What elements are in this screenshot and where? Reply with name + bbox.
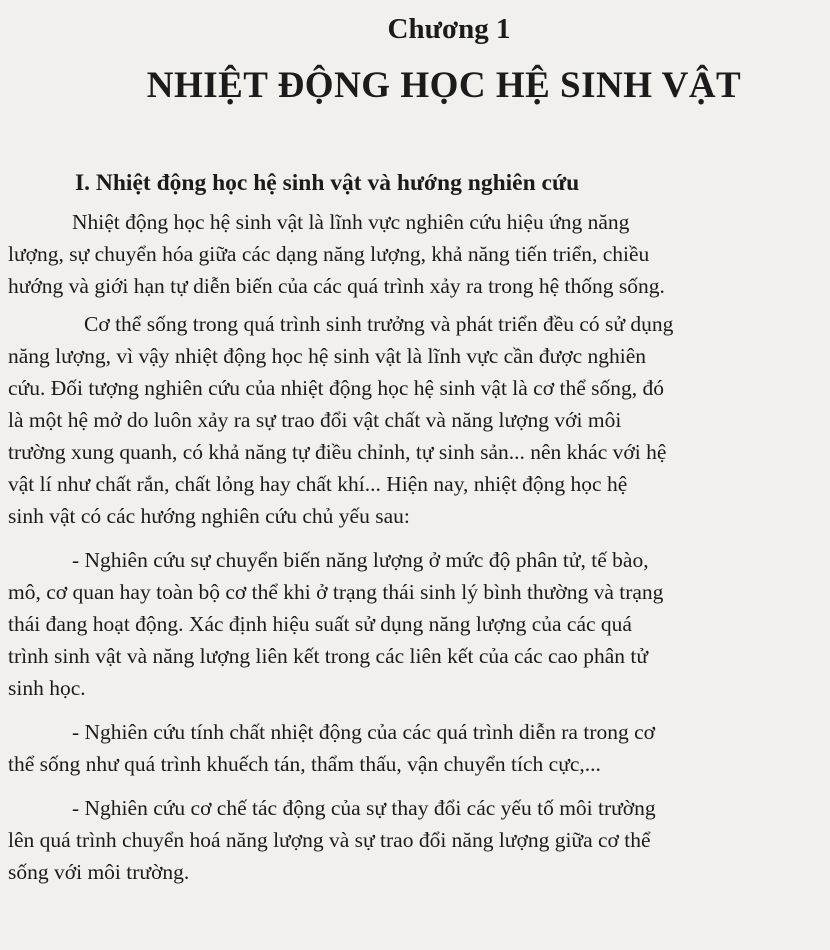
paragraph-line: sinh học.	[8, 676, 86, 700]
paragraph-2	[8, 308, 808, 532]
paragraph-line: trình sinh vật và năng lượng liên kết trong các liên kết của các cao phân tử	[8, 644, 649, 668]
paragraph-line: Nhiệt động học hệ sinh vật là lĩnh vực nghiên cứu hiệu ứng năng	[72, 210, 630, 234]
paragraph-3	[8, 544, 808, 704]
paragraph-4	[8, 716, 808, 780]
paragraph-line: sống với môi trường.	[8, 860, 190, 884]
paragraph-line: vật lí như chất rắn, chất lỏng hay chất khí... Hiện nay, nhiệt động học hệ	[8, 472, 628, 496]
paragraph-line: - Nghiên cứu sự chuyển biến năng lượng ở mức độ phân tử, tế bào,	[72, 548, 649, 572]
paragraph-line: thái đang hoạt động. Xác định hiệu suất sử dụng năng lượng của các quá	[8, 612, 632, 636]
chapter-title: NHIỆT ĐỘNG HỌC HỆ SINH VẬT	[146, 65, 742, 106]
paragraph-line: trường xung quanh, có khả năng tự điều chỉnh, tự sinh sản... nên khác với hệ	[8, 440, 667, 464]
paragraph-line: hướng và giới hạn tự diễn biến của các quá trình xảy ra trong hệ thống sống.	[8, 274, 665, 298]
paragraph-line: năng lượng, vì vậy nhiệt động học hệ sinh vật là lĩnh vực cần được nghiên	[8, 344, 647, 368]
paragraph-line: Cơ thể sống trong quá trình sinh trưởng và phát triển đều có sử dụng	[84, 312, 674, 336]
section-heading: I. Nhiệt động học hệ sinh vật và hướng nghiên cứu	[75, 170, 580, 196]
paragraph-line: lên quá trình chuyển hoá năng lượng và sự trao đổi năng lượng giữa cơ thể	[8, 828, 651, 852]
paragraph-5	[8, 792, 808, 888]
chapter-label: Chương 1	[387, 13, 511, 45]
paragraph-line: thể sống như quá trình khuếch tán, thẩm thấu, vận chuyển tích cực,...	[8, 752, 601, 776]
paragraph-line: - Nghiên cứu tính chất nhiệt động của các quá trình diễn ra trong cơ	[72, 720, 656, 744]
paragraph-1	[8, 206, 808, 302]
paragraph-line: sinh vật có các hướng nghiên cứu chủ yếu sau:	[8, 504, 410, 528]
paragraph-line: lượng, sự chuyển hóa giữa các dạng năng lượng, khả năng tiến triển, chiều	[8, 242, 650, 266]
paragraph-line: - Nghiên cứu cơ chế tác động của sự thay đổi các yếu tố môi trường	[72, 796, 656, 820]
paragraph-line: cứu. Đối tượng nghiên cứu của nhiệt động học hệ sinh vật là cơ thể sống, đó	[8, 376, 664, 400]
paragraph-line: mô, cơ quan hay toàn bộ cơ thể khi ở trạng thái sinh lý bình thường và trạng	[8, 580, 664, 604]
paragraph-line: là một hệ mở do luôn xảy ra sự trao đổi vật chất và năng lượng với môi	[8, 408, 622, 432]
